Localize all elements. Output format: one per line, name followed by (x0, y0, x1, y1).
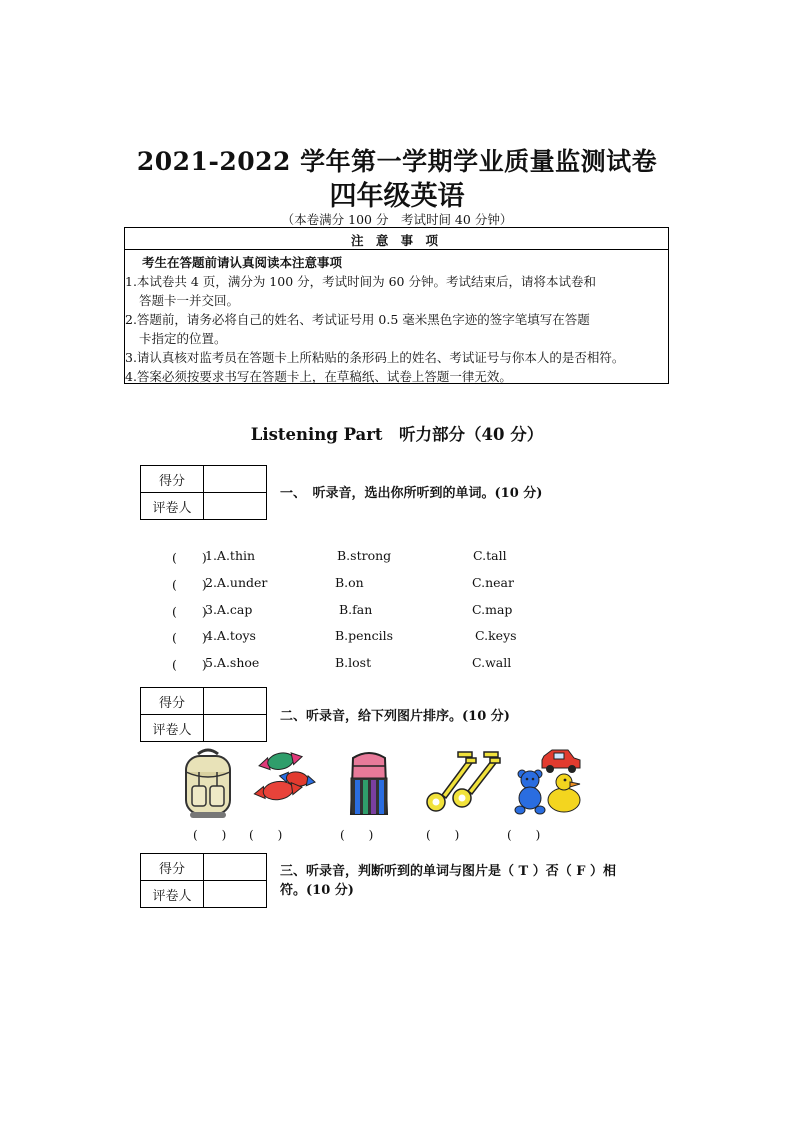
grader-label: 评卷人 (141, 881, 204, 908)
grader-field[interactable] (204, 881, 267, 908)
notice-line: 1.本试卷共 4 页，满分为 100 分，考试时间为 60 分钟。考试结束后，请将本试卷和 (125, 274, 596, 289)
grader-field[interactable] (204, 715, 267, 742)
answer-paren[interactable]: ( ) (172, 604, 207, 619)
section-3-title-cont: 符。(10 分) (280, 883, 354, 898)
option-c: C.tall (473, 548, 507, 563)
listening-part-title: Listening Part 听力部分（40 分） (250, 425, 544, 444)
notice-line: 卡指定的位置。 (139, 331, 227, 346)
option-b: B.strong (337, 548, 392, 563)
notice-line: 2.答题前，请务必将自己的姓名、考试证号用 0.5 毫米黑色字迹的签字笔填写在答题 (125, 312, 590, 327)
notice-line: 4.答案必须按要求书写在答题卡上，在草稿纸、试卷上答题一律无效。 (125, 369, 512, 384)
answer-paren[interactable]: ( ) (172, 550, 207, 565)
grader-field[interactable] (204, 493, 267, 520)
grader-label: 评卷人 (141, 493, 204, 520)
exam-info: （本卷满分 100 分 考试时间 40 分钟） (281, 212, 513, 227)
notice-box (124, 227, 669, 384)
score-label: 得分 (141, 688, 204, 715)
option-c: C.wall (472, 655, 512, 670)
picture-blank[interactable]: ( ) (193, 828, 227, 842)
section-3-title: 三、听录音，判断听到的单词与图片是（ T ）否（ F ）相 (280, 864, 617, 879)
notice-line: 答题卡一并交回。 (139, 293, 240, 308)
answer-paren[interactable]: ( ) (172, 577, 207, 592)
score-label: 得分 (141, 854, 204, 881)
candies-icon (243, 750, 323, 810)
grade-box (140, 853, 267, 908)
notice-line: 3.请认真核对监考员在答题卡上所粘贴的条形码上的姓名、考试证号与你本人的是否相符。 (125, 350, 625, 365)
grader-label: 评卷人 (141, 715, 204, 742)
pencil-case-icon (347, 748, 391, 820)
keys-icon (422, 748, 504, 814)
exam-title: 2021-2022 学年第一学期学业质量监测试卷 (136, 147, 658, 176)
picture-blank[interactable]: ( ) (249, 828, 283, 842)
notice-divider (125, 249, 668, 250)
option-c: C.near (472, 575, 514, 590)
picture-blank[interactable]: ( ) (507, 828, 541, 842)
score-field[interactable] (204, 466, 267, 493)
score-field[interactable] (204, 854, 267, 881)
toys-icon (512, 748, 584, 816)
backpack-icon (180, 748, 236, 820)
grade-box (140, 687, 267, 742)
score-label: 得分 (141, 466, 204, 493)
picture-blank[interactable]: ( ) (426, 828, 460, 842)
option-c: C.map (472, 602, 513, 617)
exam-subject: 四年级英语 (329, 181, 465, 212)
option-a: 3.A.cap (205, 602, 253, 617)
picture-blank[interactable]: ( ) (340, 828, 374, 842)
option-b: B.pencils (335, 628, 394, 643)
score-field[interactable] (204, 688, 267, 715)
option-c: C.keys (475, 628, 517, 643)
option-a: 1.A.thin (205, 548, 256, 563)
option-a: 5.A.shoe (205, 655, 260, 670)
option-b: B.on (335, 575, 364, 590)
option-b: B.lost (335, 655, 372, 670)
answer-paren[interactable]: ( ) (172, 657, 207, 672)
section-1-title: 一、 听录音，选出你所听到的单词。(10 分) (280, 486, 543, 501)
notice-intro: 考生在答题前请认真阅读本注意事项 (142, 255, 343, 270)
option-a: 2.A.under (205, 575, 268, 590)
grade-box (140, 465, 267, 520)
section-2-title: 二、听录音，给下列图片排序。(10 分) (280, 709, 510, 724)
option-b: B.fan (339, 602, 373, 617)
option-a: 4.A.toys (205, 628, 256, 643)
answer-paren[interactable]: ( ) (172, 630, 207, 645)
notice-heading: 注 意 事 项 (350, 233, 443, 248)
